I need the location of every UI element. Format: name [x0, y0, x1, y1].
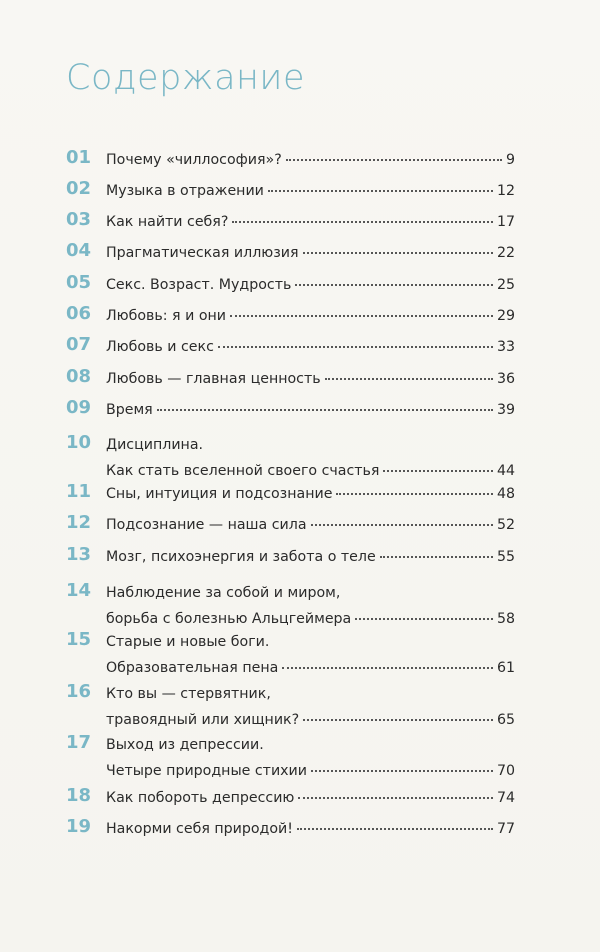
chapter-number: 15 [66, 629, 92, 650]
chapter-title-line [106, 818, 515, 840]
page-number: 12 [496, 183, 515, 199]
page-number: 77 [496, 821, 515, 837]
page-number: 29 [496, 308, 515, 324]
dot-leader [355, 616, 493, 620]
chapter-number: 01 [66, 147, 92, 168]
dot-leader [311, 522, 493, 526]
dot-leader [311, 768, 493, 772]
chapter-number: 06 [66, 303, 92, 324]
chapter-title: Подсознание — наша сила [106, 517, 307, 533]
page-number: 48 [496, 486, 515, 502]
page-number: 22 [496, 245, 515, 261]
dot-leader [230, 313, 493, 317]
chapter-title: Музыка в отражении [106, 183, 264, 199]
chapter-title: Четыре природные стихии [106, 763, 308, 779]
dot-leader [295, 282, 493, 286]
chapter-title-line [106, 460, 515, 482]
chapter-title: Мозг, психоэнергия и забота о теле [106, 549, 376, 565]
page-number: 70 [496, 763, 515, 779]
chapter-title: Как стать вселенной своего счастья [106, 463, 380, 479]
chapter-title: Секс. Возраст. Мудрость [106, 277, 292, 293]
chapter-title: Накорми себя природой! [106, 821, 293, 837]
dot-leader [303, 250, 493, 254]
page-number: 55 [496, 549, 515, 565]
chapter-title: Как побороть депрессию [106, 790, 295, 806]
page-number: 36 [496, 371, 515, 387]
chapter-title: Время [106, 402, 153, 418]
chapter-title-line [106, 582, 515, 604]
chapter-title: Почему «чиллософия»? [106, 152, 282, 168]
dot-leader [336, 491, 493, 495]
chapter-title: Как найти себя? [106, 214, 229, 230]
chapter-title: Старые и новые боги. [106, 634, 270, 650]
chapter-title: Прагматическая иллюзия [106, 245, 299, 261]
chapter-number: 05 [66, 272, 92, 293]
chapter-number: 14 [66, 580, 92, 601]
chapter-number: 08 [66, 366, 92, 387]
chapter-title-line [106, 434, 515, 456]
page-number: 9 [505, 152, 515, 168]
chapter-title-line [106, 631, 515, 653]
chapter-title-line [106, 483, 515, 505]
page-number: 52 [496, 517, 515, 533]
chapter-title: Дисциплина. [106, 437, 204, 453]
chapter-number: 16 [66, 681, 92, 702]
dot-leader [218, 344, 493, 348]
page-number: 58 [496, 611, 515, 627]
dot-leader [282, 665, 493, 669]
chapter-title: Любовь и секс [106, 339, 214, 355]
chapter-title-line [106, 274, 515, 296]
chapter-title-line [106, 514, 515, 536]
chapter-title: Образовательная пена [106, 660, 279, 676]
chapter-title-line [106, 683, 515, 705]
dot-leader [157, 407, 493, 411]
dot-leader [383, 468, 492, 472]
chapter-title-line [106, 760, 515, 782]
page-number: 74 [496, 790, 515, 806]
chapter-title-line [106, 242, 515, 264]
dot-leader [232, 219, 493, 223]
chapter-title: Кто вы — стервятник, [106, 686, 271, 702]
page-number: 25 [496, 277, 515, 293]
chapter-title: Любовь — главная ценность [106, 371, 321, 387]
chapter-title: травоядный или хищник? [106, 712, 300, 728]
chapter-title-line [106, 368, 515, 390]
chapter-title-line [106, 608, 515, 630]
chapter-number: 19 [66, 816, 92, 837]
dot-leader [380, 554, 493, 558]
chapter-number: 18 [66, 785, 92, 806]
dot-leader [286, 157, 502, 161]
dot-leader [268, 188, 493, 192]
chapter-title-line [106, 546, 515, 568]
dot-leader [297, 826, 493, 830]
chapter-number: 09 [66, 397, 92, 418]
chapter-title: Наблюдение за собой и миром, [106, 585, 341, 601]
chapter-title-line [106, 787, 515, 809]
chapter-title-line [106, 336, 515, 358]
chapter-number: 17 [66, 732, 92, 753]
chapter-title-line [106, 305, 515, 327]
chapter-number: 04 [66, 240, 92, 261]
page-number: 39 [496, 402, 515, 418]
page-number: 44 [496, 463, 515, 479]
dot-leader [298, 795, 493, 799]
page-number: 33 [496, 339, 515, 355]
chapter-title-line [106, 149, 515, 171]
chapter-number: 10 [66, 432, 92, 453]
dot-leader [325, 376, 493, 380]
dot-leader [303, 717, 493, 721]
chapter-title-line [106, 734, 515, 756]
chapter-title-line [106, 709, 515, 731]
page-number: 61 [496, 660, 515, 676]
chapter-title: Выход из депрессии. [106, 737, 264, 753]
chapter-title: Сны, интуиция и подсознание [106, 486, 333, 502]
chapter-number: 03 [66, 209, 92, 230]
chapter-title-line [106, 399, 515, 421]
page-number: 65 [496, 712, 515, 728]
chapter-number: 13 [66, 544, 92, 565]
page-title: Содержание [66, 58, 306, 98]
chapter-number: 02 [66, 178, 92, 199]
chapter-title-line [106, 180, 515, 202]
chapter-number: 07 [66, 334, 92, 355]
chapter-number: 11 [66, 481, 92, 502]
chapter-title-line [106, 657, 515, 679]
chapter-title-line [106, 211, 515, 233]
page-number: 17 [496, 214, 515, 230]
chapter-title: Любовь: я и они [106, 308, 227, 324]
chapter-title: борьба с болезнью Альцгеймера [106, 611, 352, 627]
chapter-number: 12 [66, 512, 92, 533]
